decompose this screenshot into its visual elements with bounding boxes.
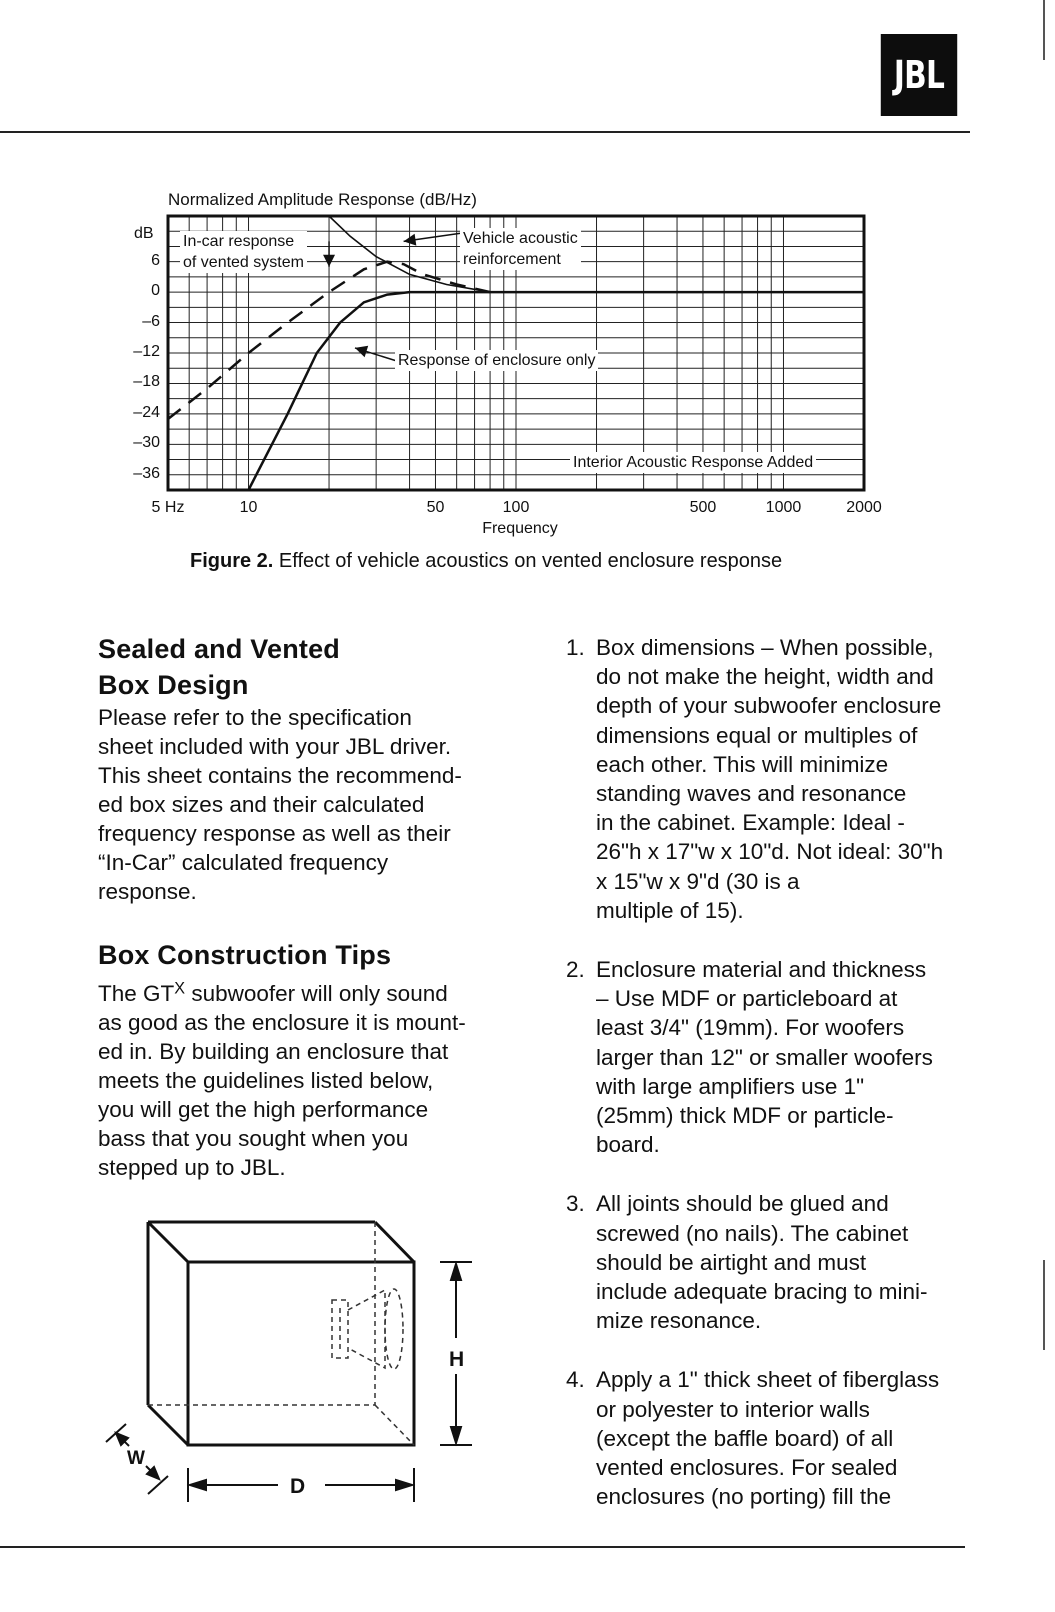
text-line: standing waves and resonance <box>596 781 907 807</box>
box-front-face <box>188 1262 414 1445</box>
text-line: – Use MDF or particleboard at <box>596 986 898 1012</box>
annotation-vehicle-reinforcement: Vehicle acoustic reinforcement <box>460 228 581 270</box>
x-tick-label: 100 <box>502 499 530 516</box>
text-line: board. <box>596 1132 660 1158</box>
box-outline <box>148 1222 414 1445</box>
text-line: dimensions equal or multiples of <box>596 722 918 748</box>
y-tick-label: –18 <box>133 373 160 391</box>
text-line: “In-Car” calculated frequency <box>98 850 389 875</box>
text-fragment: subwoofer will only sound <box>185 981 448 1006</box>
arrow-down-icon <box>451 1427 461 1443</box>
label-w: W <box>127 1448 145 1469</box>
text-line: mize resonance. <box>596 1308 762 1334</box>
text-line: each other. This will minimize <box>596 751 889 777</box>
text-line: bass that you sought when you <box>98 1126 409 1151</box>
tip-number: 1. <box>566 635 585 660</box>
text-line: (except the baffle board) of all <box>596 1425 894 1451</box>
text-line: Apply a 1" thick sheet of fiberglass <box>596 1367 940 1393</box>
text-line: vented enclosures. For sealed <box>596 1455 898 1481</box>
x-tick-label: 10 <box>239 499 258 516</box>
x-tick-label: 5 Hz <box>151 499 185 516</box>
annotation-interior-acoustic: Interior Acoustic Response Added <box>570 452 816 473</box>
text-line: should be airtight and must <box>596 1249 867 1275</box>
label-h: H <box>449 1348 465 1371</box>
text-line: meets the guidelines listed below, <box>98 1068 434 1093</box>
chart-title: Normalized Amplitude Response (dB/Hz) <box>168 190 477 209</box>
text-line: in the cabinet. Example: Ideal - <box>596 810 905 836</box>
text-line: Please refer to the specification <box>98 705 412 730</box>
heading-line: Sealed and Vented <box>98 634 340 664</box>
figure-caption-text: Effect of vehicle acoustics on vented enclosure response <box>273 550 783 572</box>
text-line: response. <box>98 879 197 904</box>
text-line: sheet included with your JBL driver. <box>98 734 452 759</box>
y-axis-label: dB <box>134 225 154 242</box>
tip-item <box>566 1365 1036 1511</box>
text-line: do not make the height, width and <box>596 664 934 690</box>
box-edge <box>148 1222 188 1262</box>
hidden-edge <box>375 1405 414 1445</box>
tip-number: 3. <box>566 1191 585 1217</box>
x-tick-label: 500 <box>689 499 717 516</box>
y-tick-label: 0 <box>151 282 160 300</box>
text-line: ed box sizes and their calculated <box>98 792 425 817</box>
text-line: All joints should be glued and <box>596 1191 889 1217</box>
construction-tips-list <box>566 633 1036 1541</box>
text-line: least 3/4" (19mm). For woofers <box>596 1015 905 1041</box>
x-axis-label: Frequency <box>482 520 558 537</box>
text-line: enclosures (no porting) fill the <box>596 1484 892 1510</box>
text-line: depth of your subwoofer enclosure <box>596 693 942 719</box>
tip-item <box>566 633 1036 925</box>
text-line: screwed (no nails). The cabinet <box>596 1220 909 1246</box>
arrow-right-icon <box>396 1480 412 1490</box>
jbl-logo: JBL <box>881 34 957 116</box>
text-line: you will get the high performance <box>98 1097 429 1122</box>
text-line: multiple of 15). <box>596 897 744 923</box>
y-tick-label: –36 <box>133 464 160 482</box>
tip-item <box>566 1189 1036 1335</box>
text-line: 26"h x 17"w x 10"d. Not ideal: 30"h <box>596 839 944 865</box>
text-line: x 15"w x 9"d (30 is a <box>596 868 800 894</box>
text-line: ed in. By building an enclosure that <box>98 1039 449 1064</box>
text-line: or polyester to interior walls <box>596 1396 870 1422</box>
text-line: as good as the enclosure it is mount- <box>98 1010 466 1035</box>
x-tick-label: 1000 <box>765 499 802 516</box>
y-tick-label: –6 <box>142 312 160 330</box>
figure-caption-label: Figure 2. <box>190 550 274 572</box>
text-line: Enclosure material and thickness <box>596 957 927 983</box>
x-tick-label: 2000 <box>846 499 882 516</box>
heading-line: Box Design <box>98 670 249 700</box>
text-line: stepped up to JBL. <box>98 1155 286 1180</box>
woofer-icon <box>332 1290 385 1368</box>
tip-number: 2. <box>566 957 585 983</box>
text-line: frequency response as well as their <box>98 821 451 846</box>
arrow-up-icon <box>451 1264 461 1280</box>
y-tick-label: –24 <box>133 403 160 421</box>
arrow-left-icon <box>190 1480 206 1490</box>
x-tick-label: 50 <box>426 499 445 516</box>
text-line: (25mm) thick MDF or particle- <box>596 1103 894 1129</box>
text-line: with large amplifiers use 1" <box>596 1073 865 1099</box>
annotation-in-car-response: In-car response of vented system <box>180 231 307 273</box>
tip-number: 4. <box>566 1367 585 1393</box>
superscript-x: X <box>174 979 186 998</box>
box-edge <box>148 1405 188 1445</box>
text-line: Box dimensions – When possible, <box>596 635 934 660</box>
text-line: include adequate bracing to mini- <box>596 1279 928 1305</box>
tip-item <box>566 955 1036 1159</box>
y-tick-label: –30 <box>133 434 160 452</box>
heading-box-construction: Box Construction Tips <box>98 940 392 970</box>
box-edge <box>375 1222 414 1262</box>
dimension-arrows <box>106 1262 472 1502</box>
label-d: D <box>290 1475 306 1498</box>
text-line: This sheet contains the recommend- <box>98 763 462 788</box>
y-tick-label: 6 <box>151 251 160 269</box>
text-line: larger than 12" or smaller woofers <box>596 1044 933 1070</box>
y-tick-label: –12 <box>133 343 160 360</box>
text-fragment: The GT <box>98 981 175 1006</box>
woofer-cone-icon <box>385 1289 403 1369</box>
annotation-enclosure-only: Response of enclosure only <box>395 350 598 371</box>
footer-rule <box>0 1546 965 1548</box>
